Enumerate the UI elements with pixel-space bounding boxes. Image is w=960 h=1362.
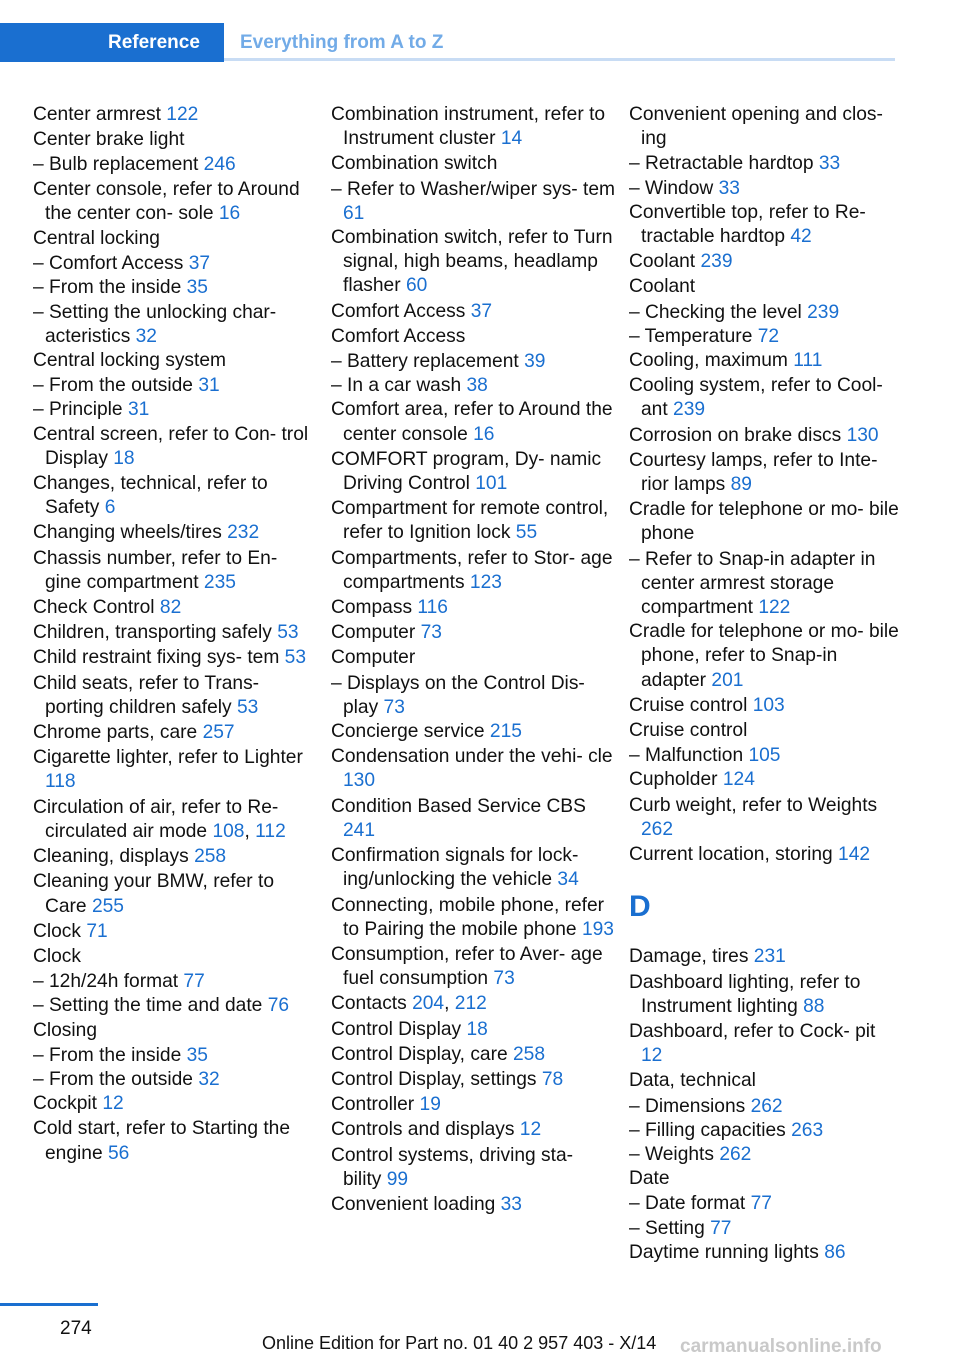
entry-text: – Retractable hardtop: [629, 153, 814, 175]
entry-text: Current location, storing: [629, 844, 833, 866]
page-link[interactable]: 42: [790, 226, 812, 248]
page-link[interactable]: 19: [419, 1094, 441, 1116]
entry-text: Comfort Access: [331, 325, 466, 347]
entry-text: – Setting the time and date: [33, 995, 263, 1017]
entry-text: Convenient loading: [331, 1193, 496, 1215]
page-link[interactable]: 16: [473, 423, 495, 445]
header-subsection-title: Everything from A to Z: [240, 32, 444, 53]
page-link[interactable]: 112: [255, 820, 286, 842]
entry-text: – Filling capacities: [629, 1119, 786, 1141]
entry-text: – From the outside: [33, 1068, 193, 1090]
page-link[interactable]: 123: [469, 571, 502, 593]
page-link[interactable]: 38: [466, 375, 488, 397]
entry-text: Dashboard, refer to Cock‐ pit: [629, 1020, 876, 1042]
index-entry: [629, 620, 899, 693]
page-link[interactable]: 37: [470, 300, 493, 322]
entry-text: Connecting, mobile phone, refer to Pairing the mobile phone: [331, 894, 605, 940]
entry-text: Closing: [33, 1019, 97, 1041]
entry-text: Cold start, refer to Starting the engine: [33, 1118, 291, 1164]
index-entry: [331, 1093, 616, 1117]
entry-text: – Setting the unlocking char‐ acteristics: [33, 301, 277, 347]
entry-text: – Principle: [33, 399, 123, 421]
index-entry: [629, 1241, 899, 1265]
index-entry: [331, 547, 616, 595]
entry-text: – Displays on the Control Dis‐ play: [331, 672, 585, 718]
page-link[interactable]: 130: [343, 770, 376, 792]
entry-text: Changes, technical, refer to Safety: [33, 473, 268, 519]
page-link[interactable]: 122: [166, 104, 199, 125]
index-subentry: [331, 178, 616, 226]
page-header: [0, 23, 895, 62]
entry-text: Check Control: [33, 597, 155, 619]
index-entry: [331, 1068, 616, 1092]
entry-text: Cooling, maximum: [629, 350, 788, 372]
index-entry: [33, 349, 318, 373]
page-link[interactable]: 111: [793, 350, 823, 372]
entry-text: Damage, tires: [629, 946, 749, 968]
index-entry: [33, 178, 318, 226]
index-subentry: [33, 1044, 318, 1068]
page-link[interactable]: 61: [343, 202, 365, 224]
index-entry: [33, 547, 318, 595]
page-link[interactable]: 88: [803, 995, 825, 1017]
index-entry: [629, 1069, 899, 1093]
index-entry: [331, 152, 616, 176]
index-entry: [629, 103, 899, 151]
page-link[interactable]: 239: [807, 301, 840, 323]
index-entry: [33, 1019, 318, 1043]
page-link[interactable]: 55: [515, 522, 538, 544]
page-link[interactable]: 262: [750, 1095, 783, 1117]
entry-text: Central screen, refer to Con‐ trol Display: [33, 423, 309, 469]
page-link[interactable]: 232: [227, 522, 260, 544]
page-link[interactable]: 122: [758, 597, 791, 619]
footer-rule: [0, 1303, 98, 1306]
page-link[interactable]: 204: [412, 993, 445, 1015]
index-entry: [331, 621, 616, 645]
index-entry: [331, 844, 616, 892]
index-entry: Contacts 204, 212: [331, 993, 487, 1015]
page-link[interactable]: 78: [541, 1068, 564, 1090]
index-subentry: [629, 1095, 899, 1119]
entry-text: – 12h/24h format: [33, 971, 179, 993]
entry-text: Convertible top, refer to Re‐ tractable hardtop: [629, 201, 866, 248]
edition-note: Online Edition for Part no. 01 40 2 957 403 - X/14: [262, 1333, 657, 1353]
entry-text: COMFORT program, Dy‐ namic Driving Control: [331, 448, 602, 495]
index-entry: [629, 201, 899, 249]
index-subentry: [33, 276, 318, 300]
index-entry: [33, 920, 318, 944]
index-entry: [629, 971, 899, 1019]
page-link[interactable]: 212: [454, 993, 487, 1015]
entry-text: – Setting: [629, 1217, 705, 1239]
index-entry: [629, 768, 899, 792]
page-link[interactable]: 32: [198, 1068, 220, 1090]
index-entry: [33, 128, 318, 152]
index-entry: [33, 472, 318, 520]
entry-text: Child restraint fixing sys‐ tem: [33, 647, 280, 669]
index-entry: [331, 943, 616, 991]
page-link[interactable]: 73: [493, 968, 515, 990]
page-link[interactable]: 31: [127, 399, 150, 421]
entry-text: Data, technical: [629, 1070, 756, 1092]
entry-text: – Refer to Washer/wiper sys‐ tem: [331, 178, 615, 200]
index-entry: [33, 845, 318, 869]
index-entry: [629, 374, 899, 422]
index-entry: [33, 746, 318, 794]
index-entry: [33, 621, 318, 645]
entry-text: – Window: [629, 177, 714, 199]
page-link[interactable]: 124: [722, 769, 755, 791]
entry-text: Computer: [331, 622, 416, 644]
index-entry: [33, 646, 318, 670]
index-subentry: [33, 1068, 318, 1092]
index-subentry: [33, 301, 318, 349]
page-link[interactable]: 77: [183, 971, 205, 993]
entry-text: Condensation under the vehi‐ cle: [331, 746, 613, 768]
entry-text: Coolant: [629, 251, 696, 273]
page-link[interactable]: 33: [500, 1193, 522, 1215]
entry-text: Curb weight, refer to Weights: [629, 794, 878, 816]
entry-text: – From the inside: [33, 1044, 182, 1066]
index-entry: [33, 521, 318, 545]
page-link[interactable]: 6: [104, 497, 116, 519]
entry-text: Children, transporting safely: [33, 622, 272, 644]
index-entry: [629, 843, 899, 867]
page-link[interactable]: 116: [417, 597, 448, 619]
page-link[interactable]: 255: [91, 895, 124, 917]
index-entry: [331, 1193, 616, 1217]
index-subentry: [629, 1143, 899, 1167]
index-column-3: [629, 103, 899, 1266]
index-entry: [33, 596, 318, 620]
index-entry: [629, 449, 899, 497]
entry-text: Dashboard lighting, refer to Instrument lighting: [629, 971, 861, 1017]
index-subentry: [629, 301, 899, 325]
page-link[interactable]: 14: [500, 128, 523, 150]
page-link[interactable]: 101: [475, 473, 508, 495]
entry-text: Daytime running lights: [629, 1241, 819, 1263]
index-subentry: [629, 152, 899, 176]
entry-text: Combination switch: [331, 153, 498, 175]
entry-text: – In a car wash: [331, 375, 462, 397]
entry-text: – From the outside: [33, 375, 193, 397]
entry-text: Cleaning, displays: [33, 846, 189, 868]
entry-text: – Bulb replacement: [33, 154, 199, 176]
entry-text: Cleaning your BMW, refer to Care: [33, 871, 275, 917]
entry-text: Clock: [33, 920, 81, 942]
page-link[interactable]: 76: [267, 995, 290, 1017]
page-link[interactable]: 12: [102, 1093, 124, 1115]
entry-text: Control Display: [331, 1018, 462, 1040]
index-letter-heading: D: [629, 890, 651, 924]
index-entry: [331, 325, 616, 349]
index-entry: [629, 250, 899, 274]
index-entry: [331, 497, 616, 545]
index-subentry: [33, 153, 318, 177]
page-link[interactable]: 241: [343, 819, 376, 841]
entry-text: Confirmation signals for lock‐ ing/unlocking the vehicle: [331, 845, 579, 891]
entry-text: Compartment for remote control, refer to Ignition lock: [331, 498, 609, 544]
entry-text: – Dimensions: [629, 1095, 746, 1117]
page-link[interactable]: 82: [159, 597, 182, 619]
page-link[interactable]: 105: [748, 745, 781, 767]
entry-text: Cupholder: [629, 769, 718, 791]
entry-text: Concierge service: [331, 721, 485, 743]
page-link[interactable]: 262: [719, 1143, 752, 1165]
index-subentry: [629, 1119, 899, 1143]
index-entry: [629, 275, 899, 299]
index-entry: [629, 794, 899, 842]
entry-text: Comfort Access: [331, 300, 466, 322]
entry-text: Cigarette lighter, refer to Lighter: [33, 747, 303, 769]
entry-text: Chassis number, refer to En‐ gine compartment: [33, 547, 278, 593]
index-entry: [33, 227, 318, 251]
entry-text: Coolant: [629, 276, 696, 298]
index-entry: [331, 398, 616, 446]
entry-text: Cruise control: [629, 720, 748, 742]
index-entry: [629, 1167, 899, 1191]
header-section-title: Reference: [108, 32, 200, 53]
page-link[interactable]: 258: [513, 1043, 546, 1065]
index-subentry: [33, 994, 318, 1018]
entry-text: Cruise control: [629, 694, 748, 716]
page-link[interactable]: 35: [186, 277, 208, 299]
page-link[interactable]: 231: [753, 946, 786, 968]
entry-text: Chrome parts, care: [33, 722, 198, 744]
index-subentry: [33, 374, 318, 398]
entry-text: – Comfort Access: [33, 253, 184, 275]
page-link[interactable]: 34: [557, 869, 579, 891]
entry-text: – Refer to Snap-in adapter in center armrest storage compartment: [629, 548, 876, 619]
page-link[interactable]: 18: [466, 1018, 488, 1040]
index-column-2: [331, 103, 616, 1218]
page-link[interactable]: 235: [203, 571, 236, 593]
index-column-1: [33, 103, 318, 1167]
page-link[interactable]: 258: [194, 846, 227, 868]
index-entry: [629, 349, 899, 373]
page-link[interactable]: 118: [45, 771, 76, 793]
index-entry: [331, 1043, 616, 1067]
entry-text: Controls and displays: [331, 1119, 515, 1141]
entry-text: – Malfunction: [629, 745, 744, 767]
page-link[interactable]: 60: [405, 275, 428, 297]
entry-text: Compartments, refer to Stor‐ age compartments: [331, 547, 613, 593]
index-entry: [331, 103, 616, 151]
page-link[interactable]: 33: [718, 177, 740, 199]
entry-text: Clock: [33, 945, 81, 967]
page-link[interactable]: 99: [386, 1168, 409, 1190]
index-subentry: [629, 744, 899, 768]
index-subentry: [331, 374, 616, 398]
page-link[interactable]: 77: [710, 1217, 732, 1239]
index-entry: [33, 721, 318, 745]
index-entry: [629, 424, 899, 448]
page-link[interactable]: 130: [846, 424, 879, 446]
page-link[interactable]: 53: [277, 622, 299, 644]
page-link[interactable]: 239: [673, 399, 706, 421]
header-rule: [224, 58, 895, 61]
page-link[interactable]: 73: [383, 696, 405, 718]
entry-text: Cradle for telephone or mo‐ bile phone, refer to Snap-in adapter: [629, 621, 899, 691]
entry-text: Cooling system, refer to Cool‐ ant: [629, 375, 883, 421]
entry-text: Central locking system: [33, 350, 227, 372]
entry-text: – From the inside: [33, 277, 182, 299]
index-entry: [331, 596, 616, 620]
page-link[interactable]: 239: [700, 251, 733, 273]
page-link[interactable]: 86: [824, 1241, 846, 1263]
entry-text: Cradle for telephone or mo‐ bile phone: [629, 499, 899, 545]
index-subentry: [629, 1192, 899, 1216]
page-link[interactable]: 89: [730, 474, 752, 496]
page-link[interactable]: 263: [791, 1119, 824, 1141]
entry-text: Condition Based Service CBS: [331, 795, 586, 817]
page-link[interactable]: 31: [198, 375, 220, 397]
index-subentry: [629, 548, 899, 621]
entry-text: Courtesy lamps, refer to Inte‐ rior lamps: [629, 449, 878, 496]
page-link[interactable]: 53: [237, 696, 259, 718]
page-link[interactable]: 12: [641, 1045, 663, 1067]
entry-text: Convenient opening and clos‐ ing: [629, 104, 883, 150]
page-link[interactable]: 108: [212, 820, 245, 842]
index-subentry: [33, 252, 318, 276]
index-entry: [331, 226, 616, 299]
entry-text: Compass: [331, 597, 413, 619]
index-entry: [629, 1020, 899, 1068]
entry-text: Comfort area, refer to Around the center console: [331, 399, 613, 445]
page-link[interactable]: 53: [284, 647, 306, 669]
index-entry: [629, 719, 899, 743]
index-entry: [33, 1117, 318, 1165]
entry-text: Combination instrument, refer to Instrument cluster: [331, 104, 606, 150]
page-link[interactable]: 71: [86, 920, 108, 942]
index-entry: [33, 423, 318, 471]
index-subentry: [33, 398, 318, 422]
page-link[interactable]: 77: [750, 1193, 772, 1215]
index-entry: [33, 945, 318, 969]
entry-text: Central locking: [33, 228, 160, 250]
page-link[interactable]: 33: [818, 153, 841, 175]
index-entry: [331, 448, 616, 496]
entry-text: Circulation of air, refer to Re‐ circulated air mode: [33, 796, 279, 842]
entry-text: Controller: [331, 1094, 415, 1116]
index-subentry: [33, 970, 318, 994]
entry-text: Control Display, care: [331, 1043, 508, 1065]
index-entry: [331, 300, 616, 324]
entry-text: Control Display, settings: [331, 1068, 537, 1090]
page-link[interactable]: 32: [135, 325, 157, 347]
page-link[interactable]: 215: [489, 721, 522, 743]
entry-text: – Date format: [629, 1193, 746, 1215]
page-link[interactable]: 37: [188, 253, 211, 275]
page-link[interactable]: 193: [581, 918, 614, 940]
entry-text: – Battery replacement: [331, 351, 519, 373]
page-link[interactable]: 39: [524, 351, 546, 373]
page-link[interactable]: 262: [641, 818, 674, 840]
entry-text: – Temperature: [629, 325, 753, 347]
page-link[interactable]: 35: [186, 1044, 208, 1066]
page-link[interactable]: 12: [519, 1119, 542, 1141]
index-entry: [629, 694, 899, 718]
entry-text: – Checking the level: [629, 301, 802, 323]
index-entry: [331, 745, 616, 793]
entry-text: Consumption, refer to Aver‐ age fuel consumption: [331, 943, 603, 990]
page-link[interactable]: 246: [203, 154, 236, 176]
index-subentry: [629, 1217, 899, 1241]
index-entry: [629, 498, 899, 546]
entry-text: Corrosion on brake discs: [629, 424, 842, 446]
index-entry: [331, 894, 616, 942]
index-subentry: [331, 350, 616, 374]
page-link[interactable]: 73: [420, 622, 442, 644]
index-entry: [33, 103, 318, 127]
index-entry: [33, 870, 318, 918]
entry-text: Contacts: [331, 993, 407, 1015]
index-entry: Circulation of air, refer to Re‐ circulated air mode 108, 112: [33, 796, 286, 842]
entry-text: Center armrest: [33, 104, 161, 125]
index-entry: [629, 945, 899, 969]
entry-text: Control systems, driving sta‐ bility: [331, 1144, 574, 1190]
index-entry: [331, 1018, 616, 1042]
index-subentry: [629, 177, 899, 201]
index-subentry: [629, 325, 899, 349]
entry-text: Child seats, refer to Trans‐ porting children safely: [33, 672, 260, 718]
index-subentry: [331, 672, 616, 720]
entry-text: Changing wheels/tires: [33, 522, 222, 544]
entry-text: Date: [629, 1168, 670, 1190]
index-entry: [331, 1118, 616, 1142]
index-entry: [331, 720, 616, 744]
page-link[interactable]: 56: [107, 1142, 130, 1164]
page-link[interactable]: 257: [202, 722, 235, 744]
page-link[interactable]: 201: [711, 669, 744, 691]
page-link[interactable]: 18: [113, 447, 135, 469]
page-link[interactable]: 16: [218, 202, 241, 224]
page-link[interactable]: 72: [757, 325, 780, 347]
index-entry: [331, 646, 616, 670]
entry-text: Center console, refer to Around the center con‐ sole: [33, 178, 300, 224]
index-entry: [33, 672, 318, 720]
page-link[interactable]: 103: [752, 694, 785, 716]
entry-text: Center brake light: [33, 129, 185, 151]
entry-text: Computer: [331, 647, 416, 669]
index-entry: [331, 1144, 616, 1192]
page-number: 274: [60, 1318, 92, 1339]
index-entry: [33, 1092, 318, 1116]
index-entry: [331, 795, 616, 843]
entry-text: Cockpit: [33, 1093, 97, 1115]
page-link[interactable]: 142: [838, 844, 871, 866]
entry-text: – Weights: [629, 1143, 714, 1165]
watermark: carmanualsonline.info: [680, 1336, 882, 1357]
entry-text: Combination switch, refer to Turn signal, high beams, headlamp flasher: [331, 227, 613, 297]
